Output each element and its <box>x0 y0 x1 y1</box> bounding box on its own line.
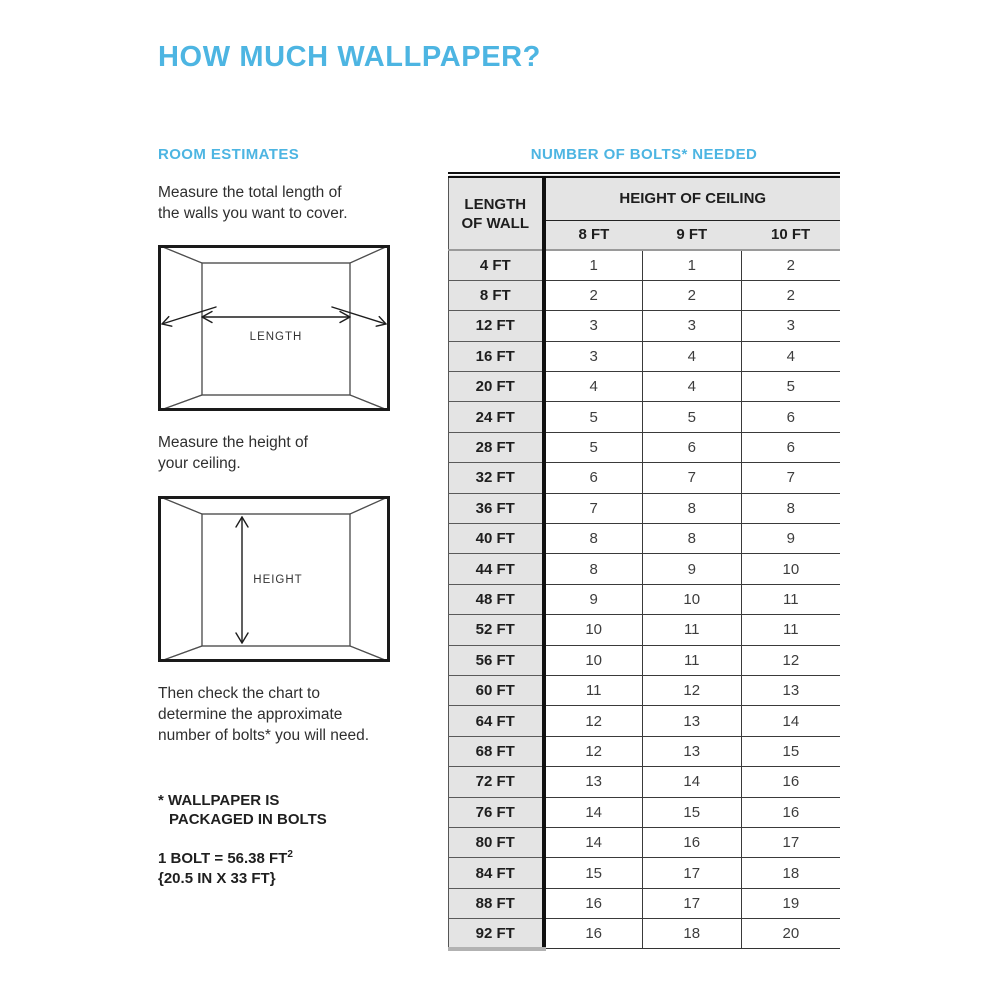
table-row <box>449 372 841 402</box>
step2-line2: your ceiling. <box>158 455 241 472</box>
table-row <box>449 554 841 584</box>
bolts-table-header <box>449 175 841 250</box>
floor-label: FLOOR <box>252 649 300 661</box>
table-row <box>449 919 841 949</box>
bolts-value-cell: 7 <box>741 463 840 493</box>
table-row <box>449 767 841 797</box>
room-length-illustration <box>158 245 390 411</box>
bolts-value-cell: 14 <box>741 706 840 736</box>
bolts-value-cell: 9 <box>642 554 741 584</box>
bolts-value-cell: 1 <box>544 250 643 280</box>
bolts-value-cell: 12 <box>544 706 643 736</box>
bolts-value-cell: 5 <box>544 432 643 462</box>
wallpaper-bolts-footnote <box>158 791 327 829</box>
right-wall-panel <box>350 496 390 662</box>
room-outline <box>160 247 389 410</box>
wall-length-cell: 84 FT <box>449 858 544 888</box>
table-row <box>449 311 841 341</box>
bolts-value-cell: 11 <box>741 584 840 614</box>
bolts-value-cell: 19 <box>741 888 840 918</box>
bolts-value-cell: 11 <box>642 645 741 675</box>
length-of-wall-line1: LENGTH <box>464 195 527 213</box>
bolts-value-cell: 2 <box>544 280 643 310</box>
wall-length-cell: 8 FT <box>449 280 544 310</box>
bolts-value-cell: 8 <box>741 493 840 523</box>
length-measure-arrow-icon <box>162 307 386 326</box>
bolt-size-line1 <box>158 845 293 869</box>
bolts-value-cell: 18 <box>642 919 741 949</box>
bolts-value-cell: 3 <box>544 311 643 341</box>
bolts-value-cell: 14 <box>642 767 741 797</box>
bolts-value-cell: 11 <box>642 615 741 645</box>
bolts-value-cell: 10 <box>642 584 741 614</box>
height-measure-arrow-icon <box>236 517 248 643</box>
bolts-value-cell: 13 <box>642 706 741 736</box>
bolts-value-cell: 12 <box>544 736 643 766</box>
bolts-value-cell: 5 <box>544 402 643 432</box>
table-row <box>449 736 841 766</box>
bolts-value-cell: 16 <box>544 919 643 949</box>
table-row <box>449 280 841 310</box>
bolts-value-cell: 6 <box>741 432 840 462</box>
bolts-value-cell: 8 <box>544 524 643 554</box>
wall-length-cell: 24 FT <box>449 402 544 432</box>
bolts-value-cell: 5 <box>642 402 741 432</box>
bolts-value-cell: 7 <box>642 463 741 493</box>
bolts-value-cell: 7 <box>544 493 643 523</box>
height-label: HEIGHT <box>253 574 303 586</box>
table-row <box>449 402 841 432</box>
left-wall-panel <box>158 245 202 411</box>
bolts-value-cell: 15 <box>544 858 643 888</box>
bolt-size-footnote <box>158 845 293 889</box>
table-row <box>449 615 841 645</box>
bolt-size-base: 1 BOLT = 56.38 FT <box>158 850 288 867</box>
table-row <box>449 645 841 675</box>
table-row <box>449 706 841 736</box>
wall-length-cell: 48 FT <box>449 584 544 614</box>
step2-line1: Measure the height of <box>158 434 308 451</box>
bolts-value-cell: 14 <box>544 827 643 857</box>
room-height-illustration <box>158 496 390 662</box>
wall-length-cell: 64 FT <box>449 706 544 736</box>
wall-length-cell: 40 FT <box>449 524 544 554</box>
length-label: LENGTH <box>249 331 303 343</box>
wall-length-cell: 20 FT <box>449 372 544 402</box>
table-row <box>449 797 841 827</box>
wall-length-cell: 88 FT <box>449 888 544 918</box>
bolts-value-cell: 8 <box>642 524 741 554</box>
step3-line2: determine the approximate <box>158 706 343 723</box>
wall-length-cell: 32 FT <box>449 463 544 493</box>
table-row <box>449 888 841 918</box>
bolts-value-cell: 13 <box>642 736 741 766</box>
bolts-value-cell: 6 <box>741 402 840 432</box>
footnote-bolts-line2: PACKAGED IN BOLTS <box>169 811 327 828</box>
bolts-value-cell: 9 <box>544 584 643 614</box>
step1-instructions <box>158 182 348 224</box>
bolts-value-cell: 16 <box>741 767 840 797</box>
column-header-9ft: 9 FT <box>642 220 741 250</box>
floor-label: FLOOR <box>252 398 300 410</box>
bolts-value-cell: 17 <box>642 888 741 918</box>
bolts-value-cell: 3 <box>544 341 643 371</box>
wall-length-cell: 56 FT <box>449 645 544 675</box>
bolts-value-cell: 9 <box>741 524 840 554</box>
table-row <box>449 858 841 888</box>
bolts-table-body <box>449 250 841 949</box>
bolts-value-cell: 14 <box>544 797 643 827</box>
step1-line2: the walls you want to cover. <box>158 205 348 222</box>
room-length-diagram <box>158 245 390 411</box>
wall-length-cell: 80 FT <box>449 827 544 857</box>
wall-length-cell: 36 FT <box>449 493 544 523</box>
room-estimates-heading: ROOM ESTIMATES <box>158 146 300 163</box>
bolts-value-cell: 3 <box>741 311 840 341</box>
page-title: HOW MUCH WALLPAPER? <box>158 41 541 73</box>
step1-line1: Measure the total length of <box>158 184 342 201</box>
bolts-value-cell: 12 <box>642 675 741 705</box>
bolts-value-cell: 11 <box>544 675 643 705</box>
bolts-value-cell: 1 <box>642 250 741 280</box>
table-row <box>449 584 841 614</box>
wall-length-cell: 12 FT <box>449 311 544 341</box>
bolts-value-cell: 17 <box>642 858 741 888</box>
bolts-value-cell: 16 <box>642 827 741 857</box>
footnote-bolts-line1: * WALLPAPER IS <box>158 792 280 809</box>
bolts-needed-table <box>448 172 840 951</box>
wall-length-cell: 60 FT <box>449 675 544 705</box>
bolts-value-cell: 8 <box>642 493 741 523</box>
wall-length-cell: 76 FT <box>449 797 544 827</box>
wall-length-cell: 92 FT <box>449 919 544 949</box>
step3-line1: Then check the chart to <box>158 685 320 702</box>
back-wall-panel <box>202 263 350 395</box>
bolts-value-cell: 16 <box>544 888 643 918</box>
length-of-wall-line2: OF WALL <box>461 214 529 232</box>
bolt-size-line2: {20.5 IN X 33 FT} <box>158 870 276 887</box>
bolts-value-cell: 6 <box>544 463 643 493</box>
ceiling-label: CEILING <box>248 501 304 513</box>
bolts-value-cell: 12 <box>741 645 840 675</box>
table-row <box>449 432 841 462</box>
bolts-value-cell: 20 <box>741 919 840 949</box>
wall-length-cell: 28 FT <box>449 432 544 462</box>
bolts-value-cell: 10 <box>544 645 643 675</box>
table-row <box>449 675 841 705</box>
bolts-value-cell: 6 <box>642 432 741 462</box>
bolts-value-cell: 4 <box>642 341 741 371</box>
wall-length-cell: 52 FT <box>449 615 544 645</box>
bolts-value-cell: 10 <box>741 554 840 584</box>
table-row <box>449 827 841 857</box>
wall-length-cell: 72 FT <box>449 767 544 797</box>
bolts-value-cell: 11 <box>741 615 840 645</box>
left-wall-panel <box>158 496 202 662</box>
ceiling-label: CEILING <box>248 250 304 262</box>
bolts-value-cell: 13 <box>741 675 840 705</box>
height-of-ceiling-header: HEIGHT OF CEILING <box>544 175 841 220</box>
table-row <box>449 493 841 523</box>
bolts-value-cell: 15 <box>642 797 741 827</box>
bolts-value-cell: 4 <box>741 341 840 371</box>
column-header-8ft: 8 FT <box>544 220 643 250</box>
wall-length-cell: 4 FT <box>449 250 544 280</box>
wall-length-cell: 44 FT <box>449 554 544 584</box>
table-row <box>449 250 841 280</box>
column-header-10ft: 10 FT <box>741 220 840 250</box>
table-row <box>449 524 841 554</box>
step2-instructions <box>158 432 308 474</box>
bolts-value-cell: 15 <box>741 736 840 766</box>
bolts-value-cell: 18 <box>741 858 840 888</box>
wall-length-cell: 68 FT <box>449 736 544 766</box>
bolts-value-cell: 2 <box>741 280 840 310</box>
bolts-value-cell: 2 <box>642 280 741 310</box>
bolts-value-cell: 4 <box>544 372 643 402</box>
right-wall-panel <box>350 245 390 411</box>
wall-length-cell: 16 FT <box>449 341 544 371</box>
bolts-value-cell: 2 <box>741 250 840 280</box>
bolts-value-cell: 16 <box>741 797 840 827</box>
bolt-size-exponent: 2 <box>287 849 293 860</box>
bolts-value-cell: 3 <box>642 311 741 341</box>
step3-line3: number of bolts* you will need. <box>158 727 370 744</box>
room-height-diagram <box>158 496 390 662</box>
bolts-value-cell: 8 <box>544 554 643 584</box>
table-row <box>449 463 841 493</box>
length-of-wall-header <box>449 175 544 250</box>
bolts-value-cell: 17 <box>741 827 840 857</box>
bolts-value-cell: 4 <box>642 372 741 402</box>
step3-instructions <box>158 683 369 746</box>
bolts-needed-heading: NUMBER OF BOLTS* NEEDED <box>530 146 758 163</box>
bolts-value-cell: 10 <box>544 615 643 645</box>
bolts-value-cell: 5 <box>741 372 840 402</box>
table-row <box>449 341 841 371</box>
bolts-value-cell: 13 <box>544 767 643 797</box>
